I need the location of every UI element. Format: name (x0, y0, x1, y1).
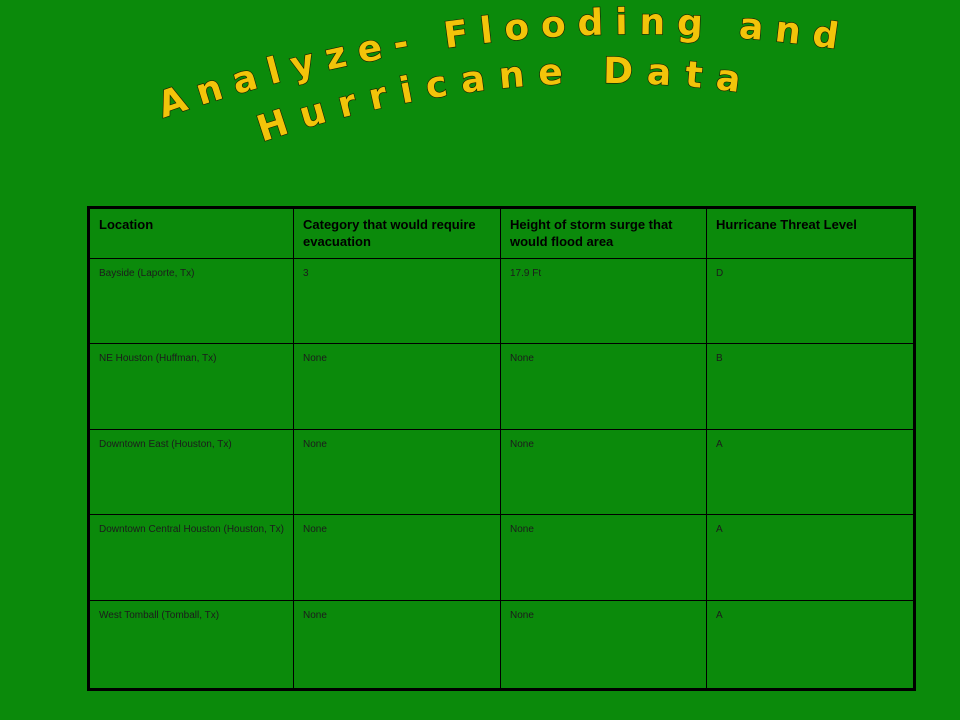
header-threat-level: Hurricane Threat Level (707, 208, 915, 259)
table-row (89, 515, 915, 600)
cell-threat-level: A (707, 515, 915, 600)
title-line-2-text: Hurricane Data (252, 50, 749, 151)
cell-storm-surge-height: None (501, 344, 707, 429)
table-row (89, 344, 915, 429)
cell-location: NE Houston (Huffman, Tx) (89, 344, 294, 429)
cell-storm-surge-height: None (501, 600, 707, 689)
cell-evacuation-category: None (294, 600, 501, 689)
cell-threat-level: B (707, 344, 915, 429)
cell-evacuation-category: 3 (294, 259, 501, 344)
header-storm-surge-height: Height of storm surge that would flood area (501, 208, 707, 259)
title-line-1-text: Analyze- Flooding and (152, 2, 848, 127)
cell-evacuation-category: None (294, 515, 501, 600)
cell-location: Bayside (Laporte, Tx) (89, 259, 294, 344)
cell-evacuation-category: None (294, 429, 501, 514)
cell-storm-surge-height: None (501, 429, 707, 514)
cell-evacuation-category: None (294, 344, 501, 429)
cell-threat-level: A (707, 600, 915, 689)
header-location: Location (89, 208, 294, 259)
cell-location: West Tomball (Tomball, Tx) (89, 600, 294, 689)
table-row (89, 259, 915, 344)
cell-storm-surge-height: 17.9 Ft (501, 259, 707, 344)
cell-location: Downtown East (Houston, Tx) (89, 429, 294, 514)
table-header-row (89, 208, 915, 259)
header-evacuation-category: Category that would require evacuation (294, 208, 501, 259)
cell-storm-surge-height: None (501, 515, 707, 600)
hurricane-data-table (87, 206, 916, 691)
slide-title-wordart (0, 0, 960, 190)
cell-threat-level: D (707, 259, 915, 344)
cell-location: Downtown Central Houston (Houston, Tx) (89, 515, 294, 600)
cell-threat-level: A (707, 429, 915, 514)
table-row (89, 429, 915, 514)
table-row (89, 600, 915, 689)
title-line-2 (252, 51, 749, 151)
